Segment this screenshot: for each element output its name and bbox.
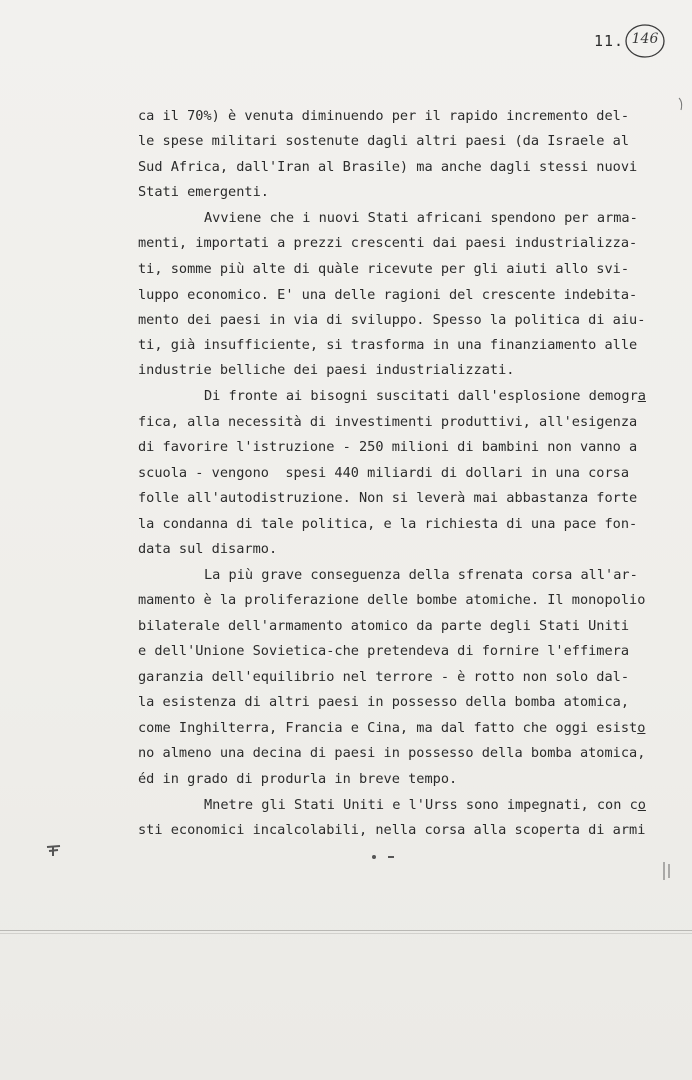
page-edge-line xyxy=(0,933,692,934)
text-line: fica, alla necessità di investimenti produttivi, all'esigenza xyxy=(138,414,638,430)
text-line: ti, già insufficiente, si trasforma in una finanziamento alle xyxy=(138,337,638,353)
page-number: 11. xyxy=(594,32,625,50)
text-line: sti economici incalcolabili, nella corsa alla scoperta di armi xyxy=(138,822,646,838)
text-line: come Inghilterra, Francia e Cina, ma dal fatto che oggi esisto xyxy=(138,720,646,736)
text-line: data sul disarmo. xyxy=(138,541,278,557)
text-line: Stati emergenti. xyxy=(138,184,269,200)
text-line: mamento è la proliferazione delle bombe atomiche. Il monopolio xyxy=(138,592,646,608)
text-line: menti, importati a prezzi crescenti dai paesi industrializza- xyxy=(138,235,638,251)
text-line: Di fronte ai bisogni suscitati dall'esplosione demogra xyxy=(204,388,646,404)
text-line: La più grave conseguenza della sfrenata corsa all'ar- xyxy=(204,567,638,583)
text-line: no almeno una decina di paesi in possesso della bomba atomica, xyxy=(138,745,646,761)
text-line: mento dei paesi in via di sviluppo. Spesso la politica di aiu- xyxy=(138,312,646,328)
scan-mark-icon xyxy=(660,860,674,882)
text-line: ti, somme più alte di quàle ricevute per gli aiuti allo svi- xyxy=(138,261,630,277)
page-edge-line xyxy=(0,930,692,931)
text-line: scuola - vengono spesi 440 miliardi di dollari in una corsa xyxy=(138,465,630,481)
text-line: e dell'Unione Sovietica-che pretendeva di fornire l'effimera xyxy=(138,643,630,659)
text-line: éd in grado di produrla in breve tempo. xyxy=(138,771,458,787)
text-line: di favorire l'istruzione - 250 milioni di bambini non vanno a xyxy=(138,439,638,455)
archive-stamp xyxy=(624,22,666,60)
text-line: folle all'autodistruzione. Non si leverà mai abbastanza forte xyxy=(138,490,638,506)
text-line: le spese militari sostenute dagli altri paesi (da Israele al xyxy=(138,133,630,149)
scan-dots-icon xyxy=(370,852,400,862)
text-line: Mnetre gli Stati Uniti e l'Urss sono impegnati, con co xyxy=(204,797,646,813)
text-line: la esistenza di altri paesi in possesso della bomba atomica, xyxy=(138,694,630,710)
scan-smudge-icon xyxy=(44,843,64,859)
text-line: ca il 70%) è venuta diminuendo per il rapido incremento del- xyxy=(138,108,630,124)
margin-tick-icon xyxy=(676,96,686,114)
text-line: la condanna di tale politica, e la richiesta di una pace fon- xyxy=(138,516,638,532)
text-line: bilaterale dell'armamento atomico da parte degli Stati Uniti xyxy=(138,618,630,634)
text-line: luppo economico. E' una delle ragioni del crescente indebita- xyxy=(138,287,638,303)
text-line: Sud Africa, dall'Iran al Brasile) ma anche dagli stessi nuovi xyxy=(138,159,638,175)
stamp-number: 146 xyxy=(631,31,659,47)
text-line: Avviene che i nuovi Stati africani spendono per arma- xyxy=(204,210,638,226)
text-line: industrie belliche dei paesi industrializzati. xyxy=(138,362,515,378)
text-line: garanzia dell'equilibrio nel terrore - è rotto non solo dal- xyxy=(138,669,630,685)
